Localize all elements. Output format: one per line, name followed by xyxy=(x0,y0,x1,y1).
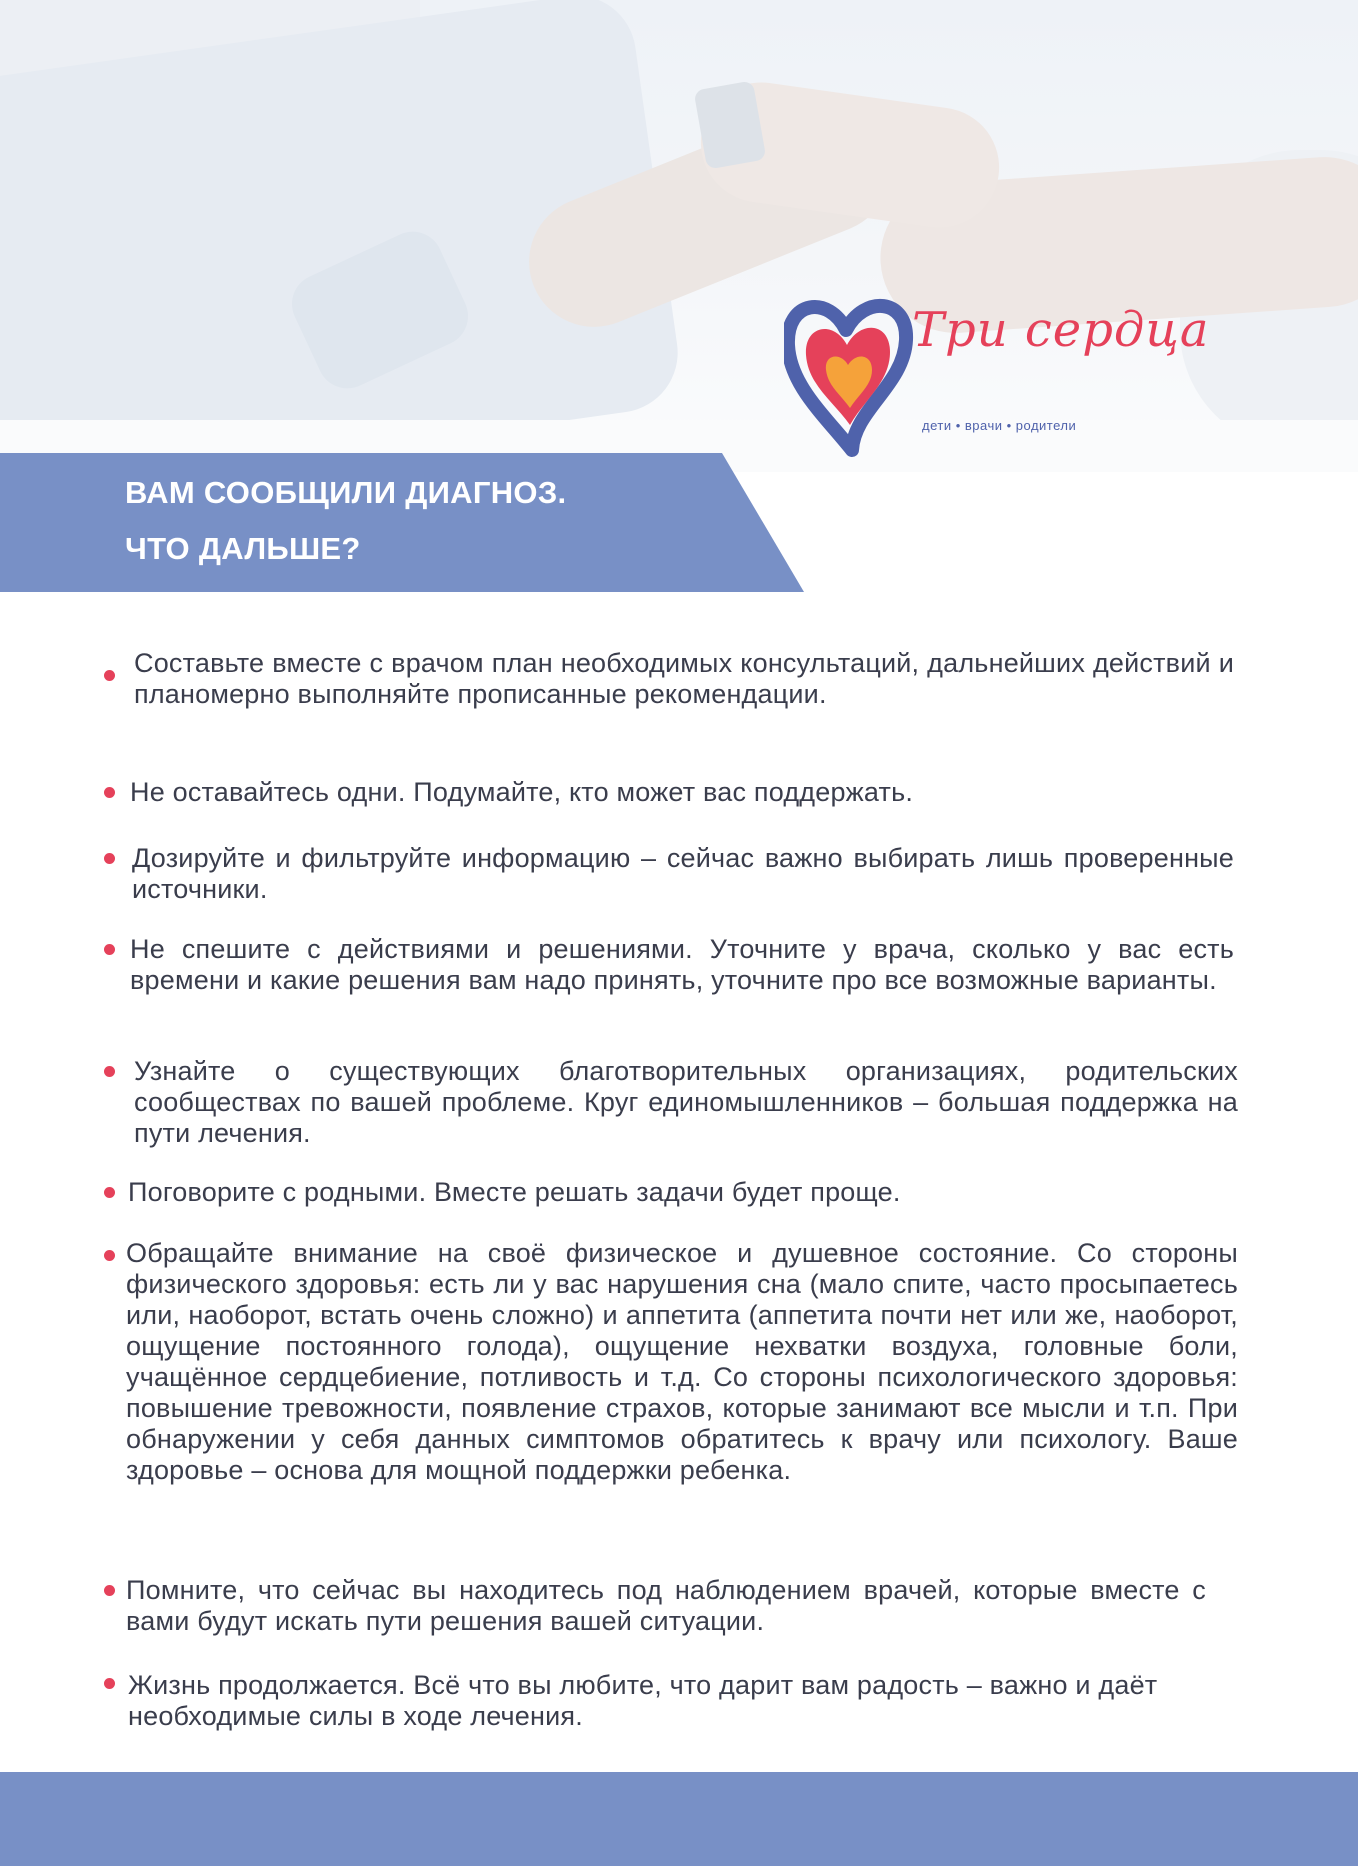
tip-text: Не оставайтесь одни. Подумайте, кто может вас поддержать. xyxy=(130,777,914,807)
logo-tagline: дети • врачи • родители xyxy=(922,418,1077,433)
logo xyxy=(784,290,1210,460)
tip-text: Не спешите с действиями и решениями. Уточните у врача, сколько у вас есть времени и какие решения вам надо принять, уточните про все возможные варианты. xyxy=(130,934,1234,995)
tip-text: Помните, что сейчас вы находитесь под наблюдением врачей, которые вместе с вами будут искать пути решения вашей ситуации. xyxy=(126,1575,1206,1636)
heart-logo-icon xyxy=(784,290,914,460)
tip-text: Поговорите с родными. Вместе решать задачи будет проще. xyxy=(128,1177,901,1207)
footer-band xyxy=(0,1772,1358,1866)
bullet-dot-icon xyxy=(104,853,115,864)
hero-photo xyxy=(0,0,1358,472)
bullet-dot-icon xyxy=(104,670,115,681)
title-banner xyxy=(0,453,804,592)
tip-text: Узнайте о существующих благотворительных организациях, родительских сообществах по вашей проблеме. Круг единомышленников – большая поддержка на пути лечения. xyxy=(134,1056,1238,1148)
tip-text: Дозируйте и фильтруйте информацию – сейчас важно выбирать лишь проверенные источники. xyxy=(132,843,1234,904)
page-title-line-2: ЧТО ДАЛЬШЕ? xyxy=(125,531,361,566)
bullet-dot-icon xyxy=(104,1250,115,1261)
page-title-line-1: ВАМ СООБЩИЛИ ДИАГНОЗ. xyxy=(125,475,567,510)
bullet-dot-icon xyxy=(104,1585,115,1596)
bullet-dot-icon xyxy=(104,944,115,955)
bullet-dot-icon xyxy=(104,1678,115,1689)
logo-name: Три сердца xyxy=(912,302,1210,358)
bullet-dot-icon xyxy=(104,1187,115,1198)
bullet-dot-icon xyxy=(104,1066,115,1077)
bullet-dot-icon xyxy=(104,787,115,798)
tip-text: Жизнь продолжается. Всё что вы любите, что дарит вам радость – важно и даёт необходимые силы в ходе лечения. xyxy=(128,1670,1158,1731)
tip-text: Составьте вместе с врачом план необходимых консультаций, дальнейших действий и планомерно выполняйте прописанные рекомендации. xyxy=(134,648,1234,709)
tip-text: Обращайте внимание на своё физическое и душевное состояние. Со стороны физического здоровья: есть ли у вас нарушения сна (мало спите, часто просыпаетесь или, наоборот, встать очень сложно) и аппетита (аппетита почти нет или же, наоборот, ощущение постоянного голода), ощущение нехватки воздуха, головные боли, учащённое сердцебиение, потливость и т.д. Со стороны психологического здоровья: повышение тревожности, появление страхов, которые занимают все мысли и т.п. При обнаружении у себя данных симптомов обратитесь к врачу или психологу. Ваше здоровье – основа для мощной поддержки ребенка. xyxy=(126,1238,1238,1485)
